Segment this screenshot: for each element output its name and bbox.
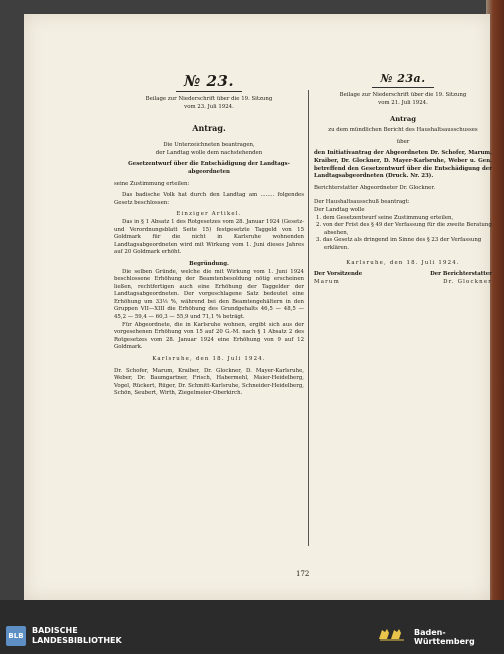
intro-line-1: Die Unterzeichneten beantragen, xyxy=(163,142,255,149)
subtitle-right-line-2: vom 21. Juli 1924. xyxy=(378,99,428,106)
resolution-item-3: 3. das Gesetz als dringend im Sinne des § 23 der Verfassung erklären. xyxy=(316,237,482,251)
chair-name: Marum xyxy=(314,278,340,285)
blb-logo-icon[interactable]: BLB xyxy=(6,626,26,646)
antrag-heading-right: Antrag xyxy=(389,115,417,124)
document-number-23a: № 23a. xyxy=(314,72,492,88)
right-column xyxy=(314,72,492,286)
intro-line-2: der Landtag wolle dem nachstehenden xyxy=(155,149,263,156)
chair-label: Der Vorsitzende xyxy=(314,271,363,278)
footer-bar xyxy=(0,600,504,654)
reason-text-1: Die selben Gründe, welche die mit Wirkung vom 1. Juni 1924 beschlossene Erhöhung der Beamtenbesoldung nötig erscheinen ließen, rechtfertigen auch eine Erhöhung der Taggelder der Landtagsabgeordneten. Der vorgeschlagene Satz bedeutet eine Erhöhung um 33⅓ %, während bei den Beamtengehältern in den Gruppen VII—XIII die Erhöhung des Grundgehalts 46,5 — 48,5 — 45,2 — 59,4 — 60,3 — 55,9 und 71,1 % beträgt. xyxy=(114,268,304,321)
page-number: 172 xyxy=(296,570,310,578)
subtitle-line-2: vom 23. Juli 1924. xyxy=(184,103,234,110)
preamble: Das badische Volk hat durch den Landtag am ........ folgendes Gesetz beschlossen: xyxy=(114,192,304,206)
rapporteur-label: Der Berichterstatter xyxy=(430,271,492,278)
rapporteur-line: Berichterstatter Abgeordneter Dr. Glockner. xyxy=(314,184,436,191)
scanned-page xyxy=(24,14,490,600)
resolution-item-2: 2. von der Frist des § 49 der Verfassung für die zweite Beratung absehen, xyxy=(316,222,492,236)
antrag-heading: Antrag. xyxy=(192,123,226,134)
subtitle-line-1: Beilage zur Niederschrift über die 19. Sitzung xyxy=(145,96,273,102)
consent-line: seine Zustimmung erteilen: xyxy=(114,180,190,187)
article-text: Das in § 1 Absatz 1 des Rotgesetzes vom 28. Januar 1924 (Gesetz- und Verordnungsblatt Seite 15) festgesetzte Taggeld von 15 Goldmark für die nicht in Karlsruhe wohnenden Landtagsabgeordneten wird mit Wirkung vom 1. Juni dieses Jahres auf 20 Goldmark erhöht. xyxy=(114,218,304,256)
signature-block xyxy=(314,271,492,286)
document-number: № 23. xyxy=(114,72,304,92)
resolution-item-1: 1. dem Gesetzentwurf seine Zustimmung erteilen, xyxy=(316,214,454,221)
state-name[interactable]: Baden-Württemberg xyxy=(414,628,475,646)
ueber-line: über xyxy=(396,138,410,145)
report-subtitle: zu dem mündlichen Bericht des Haushaltsausschusses xyxy=(328,127,478,134)
place-date: Karlsruhe, den 18. Juli 1924. xyxy=(152,356,266,363)
column-divider xyxy=(308,90,309,546)
library-name[interactable]: BADISCHE LANDESBIBLIOTHEK xyxy=(32,626,122,645)
signatories: Dr. Schofer, Marum, Kraiber, Dr. Glockner, D. Mayer-Karlsruhe, Weber, Dr. Baumgartner, Frisch, Habermehl, Maier-Heidelberg, Vogel, Rückert, Rüger, Dr. Schmitt-Karlsruhe, Schneider-Heidelberg, Schön, Seubert, Wirth, Ziegelmeier-Oberkirch. xyxy=(114,367,304,397)
rapporteur-name: Dr. Glockner xyxy=(443,278,492,285)
committee-line: Der Haushaltsausschuß beantragt: xyxy=(314,199,410,206)
article-heading: Einziger Artikel. xyxy=(176,211,242,218)
subtitle-right-line-1: Beilage zur Niederschrift über die 19. Sitzung xyxy=(339,92,467,98)
left-column xyxy=(114,72,304,398)
reason-heading: Begründung. xyxy=(189,260,229,267)
resolve-line: Der Landtag wolle xyxy=(314,206,365,213)
draft-title: Gesetzentwurf über die Entschädigung der Landtags-abgeordneten xyxy=(128,161,290,175)
lions-crest-icon xyxy=(377,626,407,642)
reason-text-2: Für Abgeordnete, die in Karlsruhe wohnen, ergibt sich aus der vorgesehenen Erhöhung von 15 auf 20 G.-M. nach § 1 Absatz 2 des Rotgesetzes vom 28. Januar 1924 eine Erhöhung von 9 auf 12 Goldmark. xyxy=(114,321,304,351)
initiative-text: den Initiativantrag der Abgeordneten Dr. Schofer, Marum, Kraiber, Dr. Glockner, D. Mayer-Karlsruhe, Weber u. Gen. betreffend den Gesetzentwurf über die Entschädigung der Landtagsabgeordneten (Druck. Nr. 23). xyxy=(314,150,492,180)
place-date-right: Karlsruhe, den 18. Juli 1924. xyxy=(346,259,460,266)
